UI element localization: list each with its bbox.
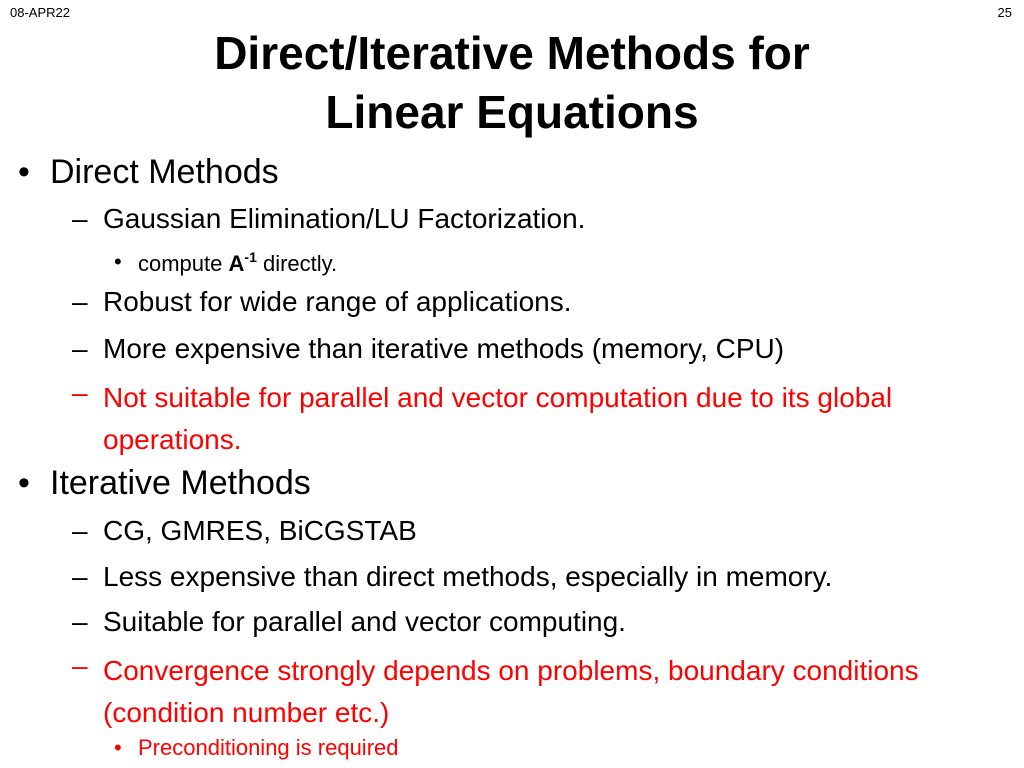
sub-bullet-not-suitable: [72, 377, 1012, 461]
sub-sub-bullet-label: [138, 249, 337, 277]
sub-bullet-convergence: [72, 650, 1012, 734]
sub-sub-bullet-label: Preconditioning is required: [138, 735, 399, 760]
sub-bullet-label: Not suitable for parallel and vector computation due to its global operations.: [103, 382, 893, 455]
sub-bullet-label: Robust for wide range of applications.: [103, 286, 572, 317]
slide-title-line-1: Direct/Iterative Methods for: [214, 27, 810, 79]
matrix-symbol: A: [228, 251, 245, 276]
sub-bullet-label: Gaussian Elimination/LU Factorization.: [103, 203, 586, 234]
slide-date: 08-APR22: [10, 5, 70, 20]
slide-title-line-2: Linear Equations: [325, 86, 699, 138]
bullet-marker: •: [18, 153, 30, 191]
bullet-label: Iterative Methods: [50, 464, 311, 502]
sub-bullet-label: Less expensive than direct methods, especially in memory.: [103, 561, 833, 592]
slide-page-number: 25: [997, 5, 1012, 20]
sub-bullet-robust: [72, 286, 1012, 322]
dash-marker: –: [72, 561, 88, 592]
bullet-label: Direct Methods: [50, 153, 279, 191]
sub-bullet-label: Convergence strongly depends on problems, boundary conditions (condition number etc.): [103, 655, 919, 728]
compute-prefix: compute: [138, 251, 223, 276]
bullet-marker: •: [18, 464, 30, 502]
dash-marker: –: [72, 377, 88, 408]
dash-marker: –: [72, 286, 88, 317]
sub-sub-bullet-preconditioning: [114, 735, 994, 763]
sub-bullet-gaussian: [72, 203, 1012, 239]
sub-bullet-label: More expensive than iterative methods (memory, CPU): [103, 333, 785, 364]
matrix-superscript: -1: [244, 249, 257, 265]
sub-bullet-more-expensive: [72, 333, 1012, 369]
sub-bullet-cg: [72, 515, 1012, 551]
dash-marker: –: [72, 203, 88, 234]
sub-bullet-less-expensive: [72, 561, 1012, 597]
dash-marker: –: [72, 650, 88, 681]
dash-marker: –: [72, 515, 88, 546]
bullet-marker: •: [114, 249, 122, 274]
dash-marker: –: [72, 606, 88, 637]
compute-suffix: directly.: [262, 251, 338, 276]
bullet-direct-methods: [18, 153, 1008, 195]
sub-bullet-suitable: [72, 606, 1012, 642]
dash-marker: –: [72, 333, 88, 364]
sub-bullet-label: CG, GMRES, BiCGSTAB: [103, 515, 417, 546]
bullet-marker: •: [114, 735, 122, 760]
bullet-iterative-methods: [18, 464, 1008, 506]
sub-bullet-label: Suitable for parallel and vector computing.: [103, 606, 626, 637]
sub-sub-bullet-compute: [114, 249, 994, 277]
